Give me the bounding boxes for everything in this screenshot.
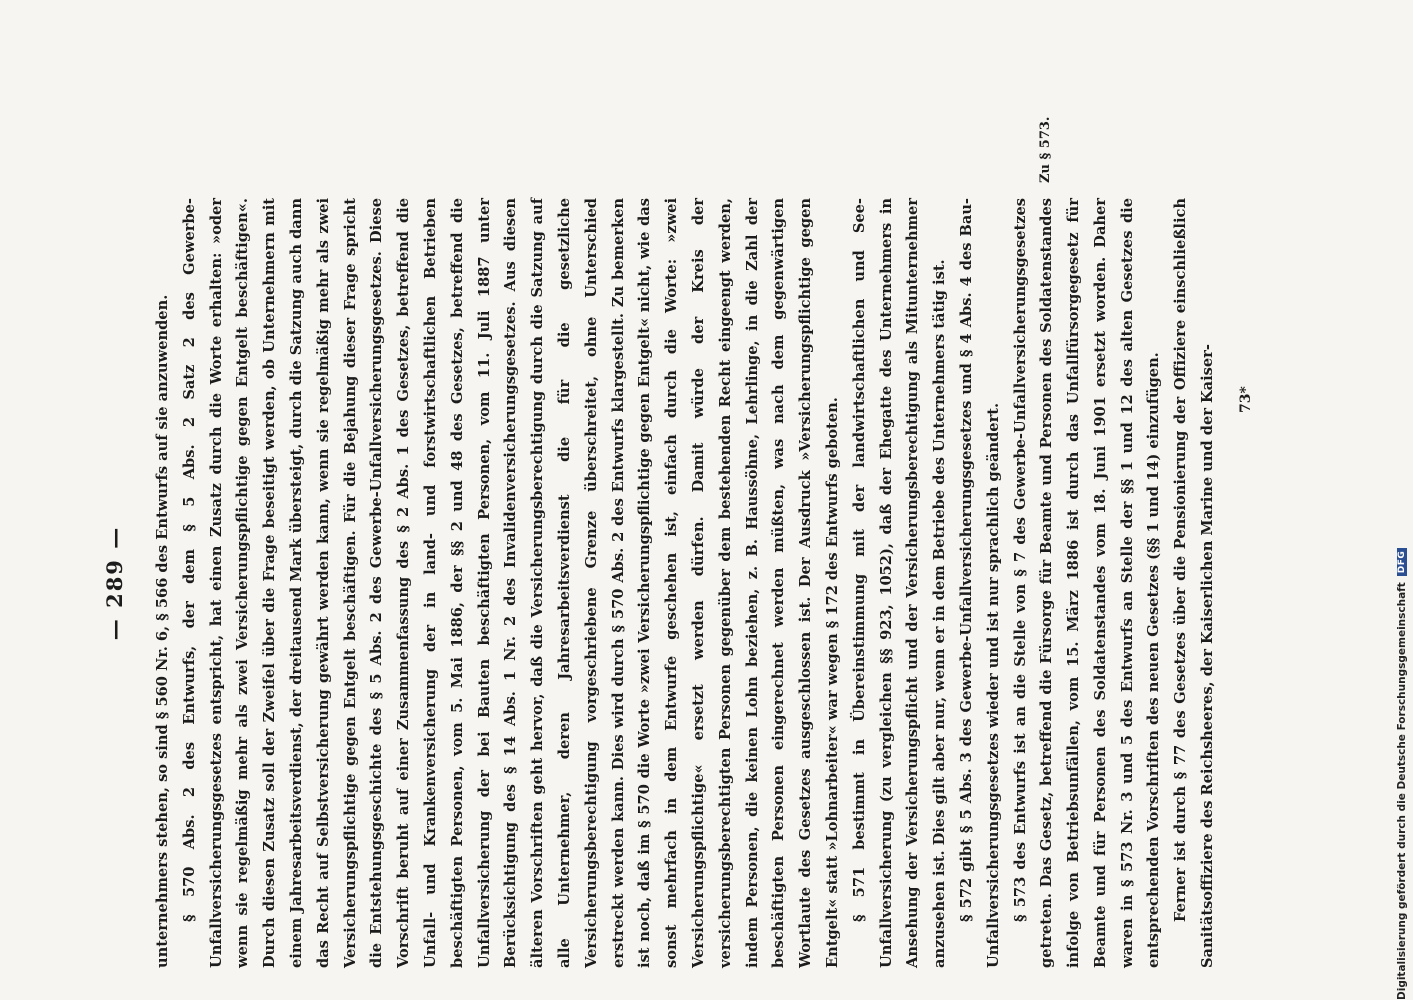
digitization-credit bbox=[1391, 15, 1413, 1000]
paragraph-572: § 572 gibt § 5 Abs. 3 des Gewerbe-Unfallversicherungsgesetzes und § 4 Abs. 4 des Bau-Unfallversicherungsgesetzes wieder und ist nur sprachlich geändert. bbox=[957, 198, 1002, 968]
paragraph-570: § 570 Abs. 2 des Entwurfs, der dem § 5 Abs. 2 Satz 2 des Gewerbe-Unfallversicherungsgesetzes entspricht, hat einen Zusatz durch die Worte erhalten: »oder wenn sie regelmäßig mehr als zwei Versicherungspflichtige gegen Entgelt beschäftigen«. Durch diesen Zusatz soll der Zweifel über die Frage beseitigt werden, ob Unternehmern mit einem Jahresarbeitsverdienst, der dreitausend Mark übersteigt, durch die Satzung auch dann das Recht auf Selbstversicherung gewährt werden kann, wenn sie regelmäßig mehr als zwei Versicherungspflichtige gegen Entgelt beschäftigen. Für die Bejahung dieser Frage spricht die Entstehungsgeschichte des § 5 Abs. 2 des Gewerbe-Unfallversicherungsgesetzes. Diese Vorschrift beruht auf einer Zusammenfassung des § 2 Abs. 1 des Gesetzes, betreffend die Unfall- und Krankenversicherung der in land- und forstwirtschaftlichen Betrieben beschäftigten Personen, vom 5. Mai 1886, der §§ 2 und 48 des Gesetzes, betreffend die Unfallversicherung der bei Bauten beschäftigten Personen, vom 11. Juli 1887 unter Berücksichtigung des § 14 Abs. 1 Nr. 2 des Invalidenversicherungsgesetzes. Aus diesen älteren Vorschriften geht hervor, daß die Versicherungsberechtigung durch die Satzung auf alle Unternehmer, deren Jahresarbeitsverdienst die für die gesetzliche Versicherungsberechtigung vorgeschriebene Grenze überschreitet, ohne Unterschied erstreckt werden kann. Dies wird durch § 570 Abs. 2 des Entwurfs klargestellt. Zu bemerken ist noch, daß im § 570 die Worte »zwei Versicherungspflichtige gegen Entgelt« nicht, wie das sonst mehrfach in dem Entwurfe geschehen ist, einfach durch die Worte: »zwei Versicherungspflichtige« ersetzt werden dürfen. Damit würde der Kreis der versicherungsberechtigten Personen gegenüber dem bestehenden Recht eingeengt werden, indem Personen, die keinen Lohn beziehen, z. B. Haussöhne, Lehrlinge, in die Zahl der beschäftigten Personen eingerechnet werden müßten, was nach dem gegenwärtigen Wortlaute des Gesetzes ausgeschlossen ist. Der Ausdruck »Versicherungspflichtige gegen Entgelt« statt »Lohnarbeiter« war wegen § 172 des Entwurfs geboten. bbox=[180, 198, 841, 968]
digitization-note: Digitalisierung gefördert durch die Deutsche Forschungsgemeinschaft bbox=[1396, 582, 1408, 1000]
margin-note: Zu § 573. bbox=[1038, 116, 1053, 183]
dfg-logo: DFG bbox=[1397, 548, 1407, 577]
sheet-signature: 73* bbox=[1238, 386, 1254, 413]
rotated-page bbox=[102, 116, 1270, 968]
page-number-header: — 289 — bbox=[102, 525, 127, 641]
paragraph-573: § 573 des Entwurfs ist an die Stelle von § 7 des Gewerbe-Unfallversicherungsgesetzes getreten. Das Gesetz, betreffend die Fürsorge für Beamte und Personen des Soldatenstandes infolge von Betriebsunfällen, vom 15. März 1886 ist durch das Unfallfürsorgegesetz für Beamte und für Personen des Soldatenstandes vom 18. Juni 1901 ersetzt worden. Daher waren in § 573 Nr. 3 und 5 des Entwurfs an Stelle der §§ 1 und 12 des alten Gesetzes die entsprechenden Vorschriften des neuen Gesetzes (§§ 1 und 14) einzufügen. bbox=[1011, 198, 1163, 968]
paragraph-ferner: Ferner ist durch § 77 des Gesetzes über die Pensionierung der Offiziere einschließlich Sanitätsoffiziere des Reichsheeres, der Kaiserlichen Marine und der Kaiser- bbox=[1172, 198, 1217, 968]
paragraph-continuation: unternehmers stehen, so sind § 560 Nr. 6, § 566 des Entwurfs auf sie anzuwenden. bbox=[154, 294, 171, 968]
paragraph-571: § 571 bestimmt in Übereinstimmung mit der landwirtschaftlichen und See-Unfallversicherung (zu vergleichen §§ 923, 1052), daß der Ehegatte des Unternehmers in Ansehung der Versicherungspflicht und der Versicherungsberechtigung als Mitunternehmer anzusehen ist. Dies gilt aber nur, wenn er in dem Betriebe des Unternehmers tätig ist. bbox=[850, 198, 949, 968]
main-text-body bbox=[150, 198, 1222, 968]
